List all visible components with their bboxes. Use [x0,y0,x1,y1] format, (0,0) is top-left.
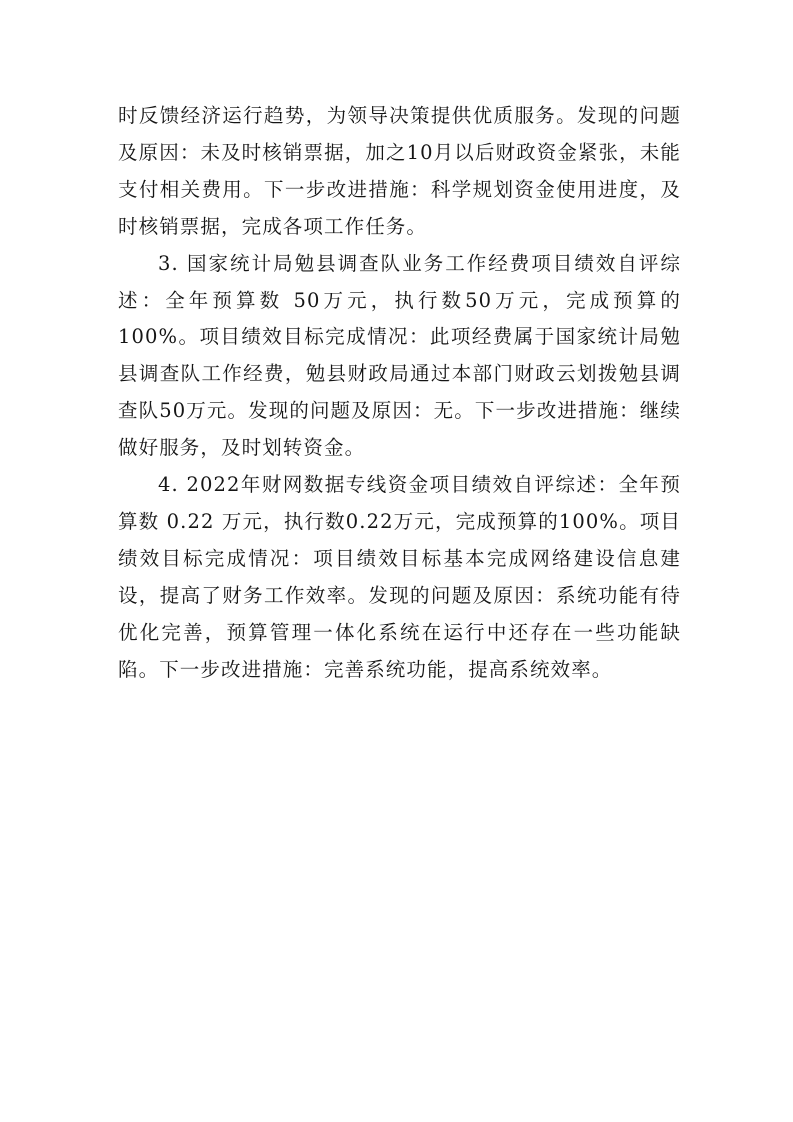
paragraph-continued: 时反馈经济运行趋势，为领导决策提供优质服务。发现的问题及原因：未及时核销票据，加之10月以后财政资金紧张，未能支付相关费用。下一步改进措施：科学规划资金使用进度，及时核销票据，完成各项工作任务。 [118,104,681,238]
document-body [118,98,681,689]
paragraph-item-4: 4. 2022年财网数据专线资金项目绩效自评综述：全年预算数 0.22 万元，执行数0.22万元，完成预算的100%。项目绩效目标完成情况：项目绩效目标基本完成网络建设信息建设，提高了财务工作效率。发现的问题及原因：系统功能有待优化完善，预算管理一体化系统在运行中还存在一些功能缺陷。下一步改进措施：完善系统功能，提高系统效率。 [118,473,681,681]
paragraph-item-3: 3. 国家统计局勉县调查队业务工作经费项目绩效自评综述：全年预算数 50万元，执行数50万元，完成预算的100%。项目绩效目标完成情况：此项经费属于国家统计局勉县调查队工作经费，勉县财政局通过本部门财政云划拨勉县调查队50万元。发现的问题及原因：无。下一步改进措施：继续做好服务，及时划转资金。 [118,251,681,460]
